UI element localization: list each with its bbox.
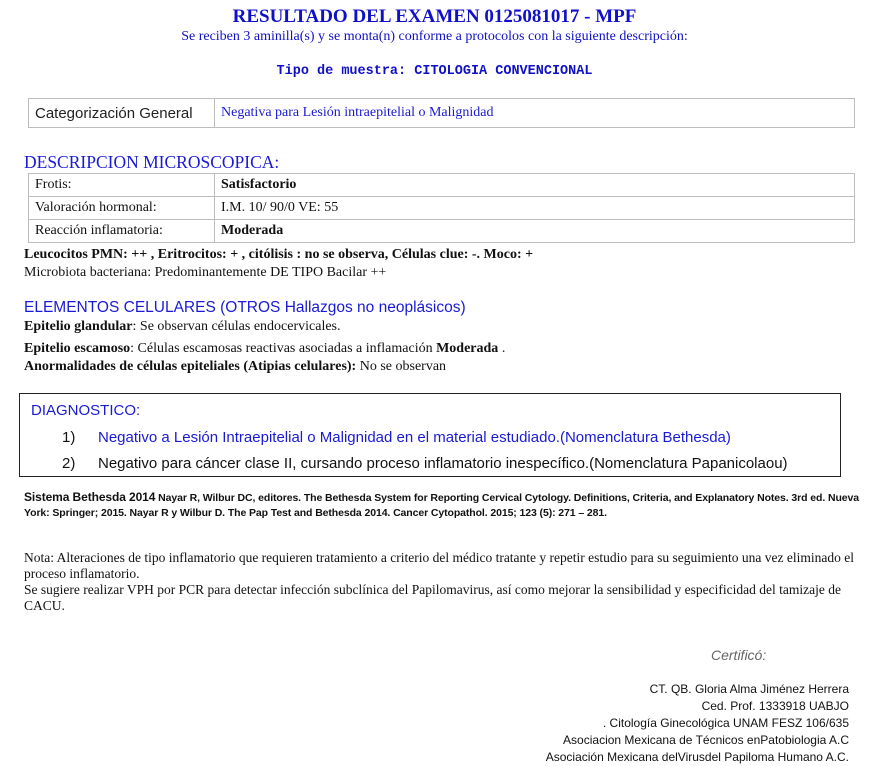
bethesda-reference	[24, 490, 859, 521]
diagnosis-title: DIAGNOSTICO:	[31, 402, 141, 419]
sample-type: Tipo de muestra: CITOLOGIA CONVENCIONAL	[276, 64, 593, 79]
hormonal-label: Valoración hormonal:	[29, 197, 215, 220]
categorization-table	[28, 98, 855, 128]
squamous-epithelium	[24, 341, 505, 357]
leucocitos-line: Leucocitos PMN: ++ , Eritrocitos: + , citólisis : no se observa, Células clue: -. Moco: +	[24, 247, 534, 262]
signature-line: CT. QB. Gloria Alma Jiménez Herrera	[649, 682, 849, 696]
categorization-label: Categorización General	[29, 99, 215, 128]
note-line-2: Se sugiere realizar VPH por PCR para detectar infección subclínica del Papilomavirus, así como mejorar la sensibilidad y especificidad del tamizaje de CACU.	[24, 582, 841, 613]
reference-text: Nayar R, Wilbur DC, editores. The Bethesda System for Reporting Cervical Cytology. Definitions, Criteria, and Explanatory Notes. 3rd ed. Nueva York: Springer; 2015. Nayar R y Wilbur D. The Pap Test and Bethesda 2014. Cancer Cytopathol. 2015; 123 (5): 271 – 281.	[24, 492, 859, 519]
glandular-label: Epitelio glandular	[24, 319, 133, 334]
squamous-tail: .	[498, 341, 506, 356]
signature-line: Asociación Mexicana delVirusdel Papiloma Humano A.C.	[545, 750, 849, 764]
squamous-degree: Moderada	[436, 341, 499, 356]
microscopic-heading: DESCRIPCION MICROSCOPICA:	[24, 152, 280, 172]
signature-block	[529, 681, 849, 766]
reference-system: Sistema Bethesda 2014	[24, 490, 156, 504]
glandular-value: : Se observan células endocervicales.	[132, 319, 341, 334]
table-row	[29, 220, 855, 243]
signature-line: Ced. Prof. 1333918 UABJO	[701, 699, 849, 713]
diagnosis-item	[62, 429, 731, 446]
table-row	[29, 197, 855, 220]
squamous-label: Epitelio escamoso	[24, 341, 131, 356]
signature-line: . Citología Ginecológica UNAM FESZ 106/635	[602, 716, 849, 730]
squamous-value: : Células escamosas reactivas asociadas a inflamación	[130, 341, 437, 356]
diagnosis-number: 1)	[62, 429, 76, 446]
glandular-epithelium	[24, 319, 341, 335]
page-title: RESULTADO DEL EXAMEN 0125081017 - MPF	[232, 6, 637, 27]
abnormal-value: No se observan	[356, 359, 447, 374]
frotis-label: Frotis:	[29, 174, 215, 197]
microbiota-line: Microbiota bacteriana: Predominantemente DE TIPO Bacilar ++	[24, 265, 387, 280]
categorization-row	[29, 99, 855, 128]
inflammation-label: Reacción inflamatoria:	[29, 220, 215, 243]
diagnosis-number: 2)	[62, 455, 76, 472]
table-row	[29, 174, 855, 197]
intro-text: Se reciben 3 aminilla(s) y se monta(n) conforme a protocolos con la siguiente descripción:	[181, 29, 688, 44]
cellular-heading: ELEMENTOS CELULARES (OTROS Hallazgos no neoplásicos)	[24, 299, 466, 316]
epithelial-abnormalities	[24, 359, 446, 375]
diagnosis-item	[62, 455, 788, 472]
inflammation-value: Moderada	[215, 220, 855, 243]
categorization-value: Negativa para Lesión intraepitelial o Malignidad	[215, 99, 855, 128]
note-line-1: Nota: Alteraciones de tipo inflamatorio que requieren tratamiento a criterio del médico tratante y repetir estudio para su seguimiento una vez eliminado el proceso inflamatorio.	[24, 550, 854, 581]
note-block	[24, 550, 866, 614]
certified-label: Certificó:	[711, 647, 767, 663]
abnormal-label: Anormalidades de células epiteliales (Atipias celulares):	[24, 359, 357, 374]
signature-line: Asociacion Mexicana de Técnicos enPatobiologia A.C	[563, 733, 849, 747]
diagnosis-text: Negativo a Lesión Intraepitelial o Malignidad en el material estudiado.(Nomenclatura Bethesda)	[98, 429, 731, 446]
diagnosis-text: Negativo para cáncer clase II, cursando proceso inflamatorio inespecífico.(Nomenclatura Papanicolaou)	[98, 455, 788, 472]
diagnosis-box	[19, 393, 841, 477]
microscopic-table	[28, 173, 855, 243]
frotis-value: Satisfactorio	[215, 174, 855, 197]
hormonal-value: I.M. 10/ 90/0 VE: 55	[215, 197, 855, 220]
